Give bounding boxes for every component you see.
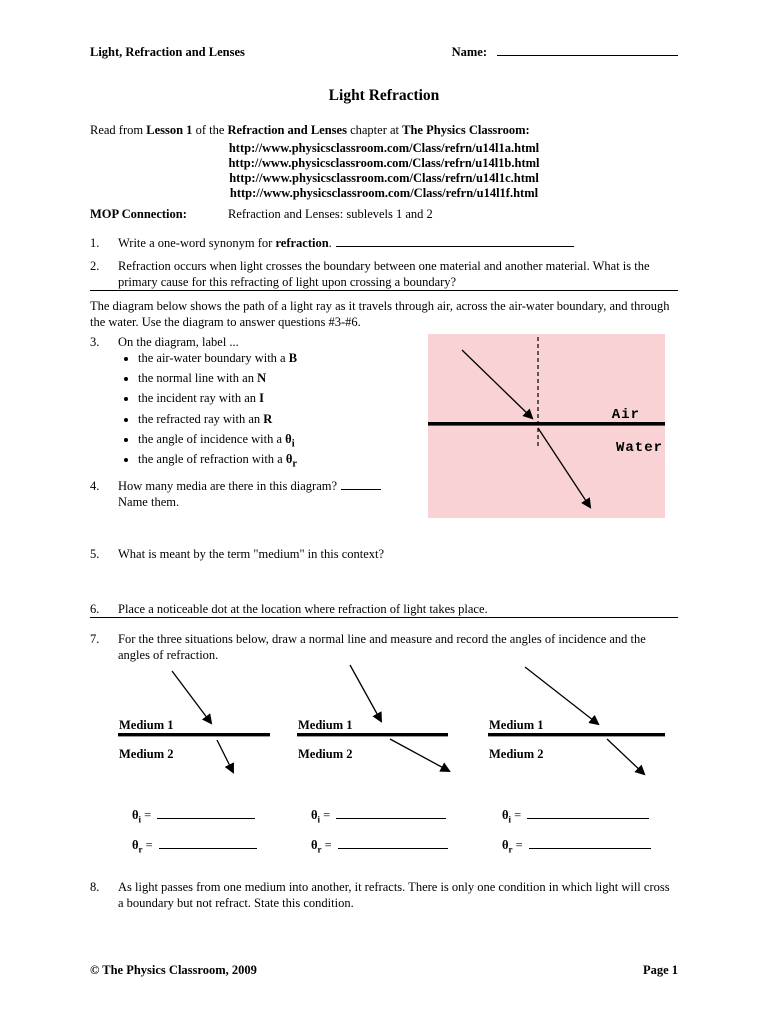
site-name: The Physics Classroom: bbox=[402, 122, 530, 137]
question-7-number: 7. bbox=[90, 631, 100, 646]
q3-bullet-boundary: • the air-water boundary with a B bbox=[138, 351, 425, 371]
name-label: Name: bbox=[451, 45, 487, 59]
diagram-questions-column bbox=[90, 334, 425, 562]
incident-ray bbox=[350, 665, 381, 721]
question-8-number: 8. bbox=[90, 879, 100, 894]
question-3-text: On the diagram, label ... bbox=[118, 334, 239, 349]
page-title: Light Refraction bbox=[328, 87, 440, 104]
read-from-line: Read from Lesson 1 of the Refraction and Lenses chapter at The Physics Classroom: bbox=[90, 122, 530, 137]
angle-record-area bbox=[488, 807, 665, 856]
copyright-text: © The Physics Classroom, 2009 bbox=[90, 963, 257, 977]
theta-i-row bbox=[502, 807, 665, 826]
lesson-url-4[interactable]: http://www.physicsclassroom.com/Class/refrn/u14l1f.html bbox=[229, 185, 539, 200]
theta-r-label: $\theta_r$ = bbox=[132, 837, 153, 855]
situation-1-svg bbox=[118, 663, 270, 793]
chapter-name: Refraction and Lenses bbox=[227, 122, 347, 137]
situation-diagram-2 bbox=[297, 663, 448, 867]
refracted-ray bbox=[390, 739, 449, 771]
lesson-urls bbox=[90, 141, 678, 201]
question-5-text: What is meant by the term "medium" in this context? bbox=[118, 546, 385, 561]
question-2-number: 2. bbox=[90, 258, 100, 273]
diagram-questions-section bbox=[90, 334, 678, 562]
situation-3-svg bbox=[488, 663, 665, 793]
question-3 bbox=[90, 334, 425, 350]
question-2-text: Refraction occurs when light crosses the boundary between one material and another material. What is the primary cause for this refracting of light upon crossing a boundary? bbox=[118, 258, 650, 289]
theta-i-blank bbox=[157, 807, 255, 819]
air-water-refraction-diagram bbox=[428, 334, 665, 518]
page-number: Page 1 bbox=[642, 963, 678, 977]
refraction-diagram-svg bbox=[428, 334, 665, 518]
section-divider-2 bbox=[90, 617, 678, 618]
theta-r-label: $\theta_r$ = bbox=[502, 837, 523, 855]
refracted-ray bbox=[538, 428, 590, 507]
situations-row bbox=[90, 663, 678, 867]
air-label: Air bbox=[611, 406, 640, 423]
mop-label: MOP Connection: bbox=[90, 206, 187, 221]
medium1-label: Medium 1 bbox=[298, 717, 353, 732]
angle-record-area bbox=[118, 807, 270, 856]
q3-bullet-angle-refraction: • the angle of refraction with a $\theta_r$ bbox=[138, 452, 425, 472]
question-6-number: 6. bbox=[90, 601, 100, 616]
mop-connection bbox=[90, 206, 678, 222]
lesson-url-3[interactable]: http://www.physicsclassroom.com/Class/refrn/u14l1c.html bbox=[229, 170, 539, 185]
theta-i-label: $\theta_i$ = bbox=[311, 807, 331, 825]
q3-bullet-list bbox=[118, 351, 425, 473]
question-7 bbox=[90, 631, 678, 663]
theta-r-label: $\theta_r$ = bbox=[311, 837, 332, 855]
theta-r-blank bbox=[159, 837, 257, 849]
question-5 bbox=[90, 546, 425, 562]
read-from-text: Read from bbox=[90, 122, 147, 137]
theta-r-blank bbox=[338, 837, 448, 849]
refracted-ray bbox=[607, 739, 644, 774]
question-5-number: 5. bbox=[90, 546, 100, 561]
lesson-url-2[interactable]: http://www.physicsclassroom.com/Class/refrn/u14l1b.html bbox=[228, 155, 540, 170]
medium2-label: Medium 2 bbox=[298, 746, 353, 761]
document-header-title: Light, Refraction and Lenses bbox=[90, 45, 245, 59]
water-label: Water bbox=[615, 439, 663, 456]
diagram-intro-text: The diagram below shows the path of a light ray as it travels through air, across the air-water boundary, and through the water. Use the diagram to answer questions #3-#6. bbox=[90, 298, 670, 329]
question-1 bbox=[90, 235, 678, 251]
q3-bullet-refracted: • the refracted ray with an R bbox=[138, 412, 425, 432]
angle-record-area bbox=[297, 807, 448, 856]
question-1-number: 1. bbox=[90, 235, 100, 250]
answer-blank-q1 bbox=[336, 235, 574, 247]
situation-diagram-1 bbox=[118, 663, 270, 867]
medium1-label: Medium 1 bbox=[489, 717, 544, 732]
name-area bbox=[452, 44, 678, 60]
lesson-name: Lesson 1 bbox=[146, 122, 193, 137]
theta-i-blank bbox=[527, 807, 649, 819]
answer-blank-q4 bbox=[341, 478, 381, 490]
situation-diagram-3 bbox=[488, 663, 665, 867]
theta-r-row bbox=[502, 837, 665, 856]
refracted-ray bbox=[217, 740, 233, 772]
theta-i-label: $\theta_i$ = bbox=[502, 807, 522, 825]
question-8 bbox=[90, 879, 678, 911]
incident-ray bbox=[172, 671, 211, 723]
theta-i-row bbox=[132, 807, 270, 826]
lesson-url-1[interactable]: http://www.physicsclassroom.com/Class/refrn/u14l1a.html bbox=[228, 140, 540, 155]
medium1-label: Medium 1 bbox=[119, 717, 174, 732]
question-3-bullets-wrap bbox=[90, 350, 425, 473]
question-4-number: 4. bbox=[90, 478, 100, 493]
question-4 bbox=[90, 478, 425, 510]
theta-i-label: $\theta_i$ = bbox=[132, 807, 152, 825]
incident-ray bbox=[525, 667, 598, 724]
theta-r-blank bbox=[529, 837, 651, 849]
q3-bullet-normal: • the normal line with an N bbox=[138, 371, 425, 391]
medium2-label: Medium 2 bbox=[489, 746, 544, 761]
name-blank-line bbox=[497, 44, 678, 56]
situation-2-svg bbox=[297, 663, 448, 793]
boundary-line bbox=[297, 733, 448, 736]
theta-r-row bbox=[132, 837, 270, 856]
mop-value: Refraction and Lenses: sublevels 1 and 2 bbox=[228, 206, 433, 221]
question-3-number: 3. bbox=[90, 334, 100, 349]
question-2 bbox=[90, 258, 678, 290]
q3-bullet-incident: • the incident ray with an I bbox=[138, 391, 425, 411]
page-footer bbox=[90, 962, 678, 978]
question-1-text: Write a one-word synonym for refraction. bbox=[118, 235, 678, 251]
medium2-label: Medium 2 bbox=[119, 746, 174, 761]
question-8-text: As light passes from one medium into another, it refracts. There is only one condition in which light will cross a boundary but not refract. State this condition. bbox=[118, 879, 670, 910]
question-6-text: Place a noticeable dot at the location where refraction of light takes place. bbox=[118, 601, 488, 616]
question-6 bbox=[90, 601, 678, 617]
theta-r-row bbox=[311, 837, 448, 856]
question-7-text: For the three situations below, draw a normal line and measure and record the angles of incidence and the angles of refraction. bbox=[118, 631, 646, 662]
section-divider-1 bbox=[90, 290, 678, 291]
theta-i-row bbox=[311, 807, 448, 826]
q3-bullet-angle-incidence: • the angle of incidence with a $\theta_i$ bbox=[138, 432, 425, 452]
boundary-line bbox=[488, 733, 665, 736]
theta-i-blank bbox=[336, 807, 446, 819]
document-header bbox=[90, 44, 678, 60]
incident-ray bbox=[462, 350, 532, 418]
question-4-text: How many media are there in this diagram? Name them. bbox=[118, 478, 425, 510]
boundary-line bbox=[118, 733, 270, 736]
